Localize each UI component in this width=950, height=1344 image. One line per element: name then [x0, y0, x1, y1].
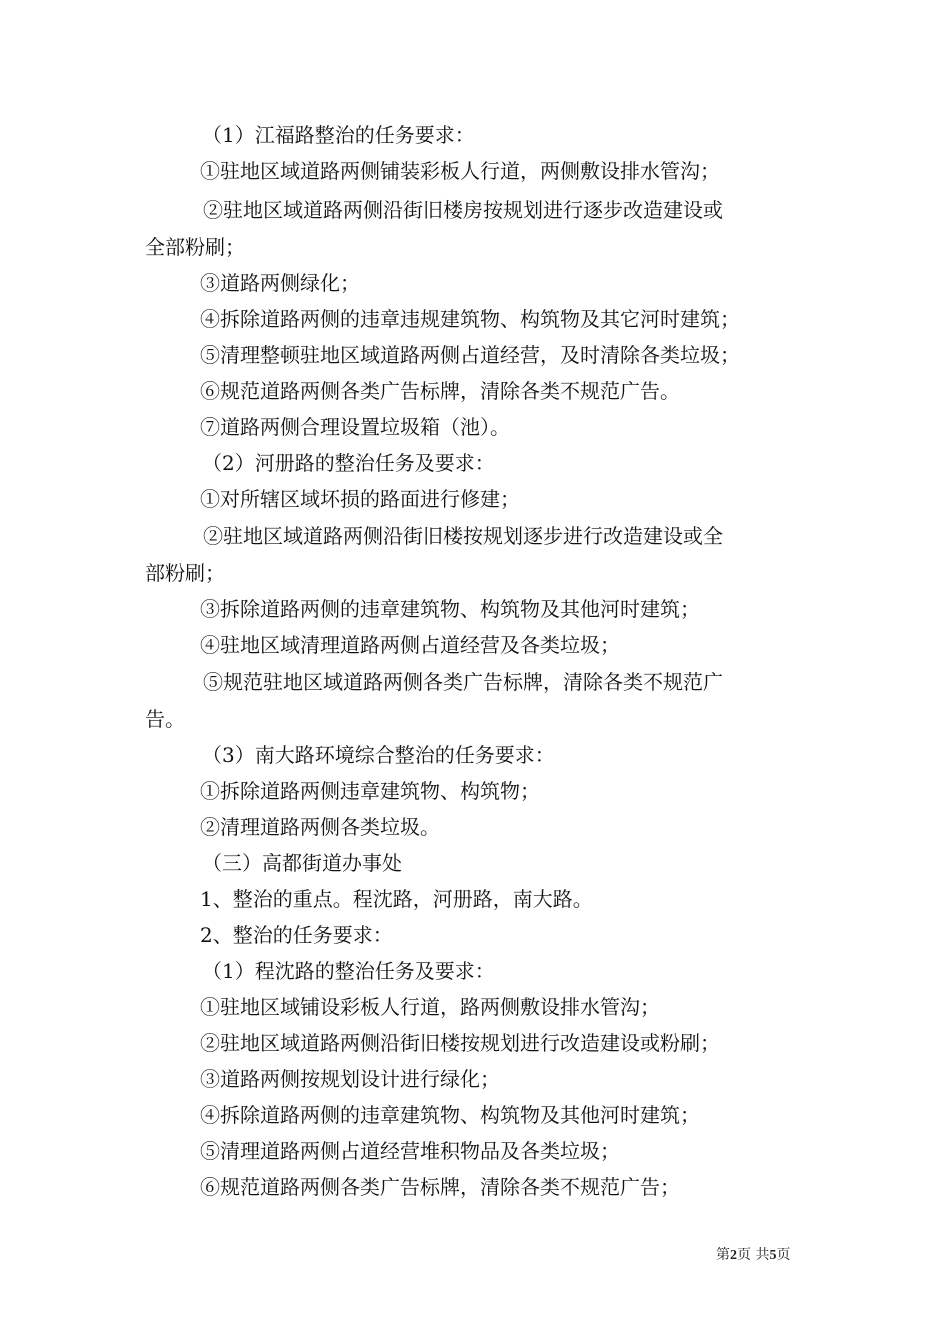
list-item: ④驻地区域清理道路两侧占道经营及各类垃圾； — [200, 633, 620, 657]
list-item: ⑥规范道路两侧各类广告标牌，清除各类不规范广告。 — [200, 379, 680, 403]
section-heading: （1）江福路整治的任务要求： — [202, 123, 475, 147]
list-item: ②清理道路两侧各类垃圾。 — [200, 815, 440, 839]
list-item: ⑤规范驻地区域道路两侧各类广告标牌，清除各类不规范广 — [203, 670, 723, 694]
list-item: ①拆除道路两侧违章建筑物、构筑物； — [200, 779, 540, 803]
list-item: ④拆除道路两侧的违章建筑物、构筑物及其他河时建筑； — [200, 1103, 700, 1127]
page-label-middle: 页 共 — [737, 1247, 770, 1263]
list-item: ②驻地区域道路两侧沿街旧楼按规划逐步进行改造建设或全 — [203, 524, 723, 548]
list-item: ①对所辖区域坏损的路面进行修建； — [200, 487, 520, 511]
paragraph: 1、整治的重点。程沈路，河册路，南大路。 — [200, 887, 593, 911]
current-page-number: 2 — [730, 1248, 737, 1263]
page-label-prefix: 第 — [716, 1247, 730, 1263]
list-item: ③道路两侧按规划设计进行绿化； — [200, 1067, 500, 1091]
total-page-number: 5 — [769, 1248, 777, 1263]
list-item: ③道路两侧绿化； — [200, 271, 360, 295]
paragraph: 2、整治的任务要求： — [200, 923, 393, 947]
list-item: ①驻地区域铺设彩板人行道，路两侧敷设排水管沟； — [200, 995, 660, 1019]
section-heading: （2）河册路的整治任务及要求： — [202, 451, 495, 475]
page-label-suffix: 页 — [776, 1247, 791, 1263]
list-item: ⑥规范道路两侧各类广告标牌，清除各类不规范广告； — [200, 1175, 680, 1199]
section-heading: （三）高都街道办事处 — [202, 851, 402, 875]
section-heading: （1）程沈路的整治任务及要求： — [202, 959, 495, 983]
page-footer — [716, 1246, 790, 1265]
list-item: ⑤清理道路两侧占道经营堆积物品及各类垃圾； — [200, 1139, 620, 1163]
section-heading: （3）南大路环境综合整治的任务要求： — [202, 743, 555, 767]
list-item-continuation: 部粉刷； — [145, 561, 225, 585]
list-item-continuation: 全部粉刷； — [145, 235, 245, 259]
list-item: ④拆除道路两侧的违章违规建筑物、构筑物及其它河时建筑； — [200, 307, 740, 331]
list-item: ⑤清理整顿驻地区域道路两侧占道经营，及时清除各类垃圾； — [200, 343, 740, 367]
list-item: ②驻地区域道路两侧沿街旧楼按规划进行改造建设或粉刷； — [200, 1031, 720, 1055]
list-item-continuation: 告。 — [145, 707, 185, 731]
list-item: ⑦道路两侧合理设置垃圾箱（池）。 — [200, 415, 510, 439]
list-item: ③拆除道路两侧的违章建筑物、构筑物及其他河时建筑； — [200, 597, 700, 621]
list-item: ①驻地区域道路两侧铺装彩板人行道，两侧敷设排水管沟； — [200, 159, 720, 183]
list-item: ②驻地区域道路两侧沿街旧楼房按规划进行逐步改造建设或 — [203, 198, 723, 222]
